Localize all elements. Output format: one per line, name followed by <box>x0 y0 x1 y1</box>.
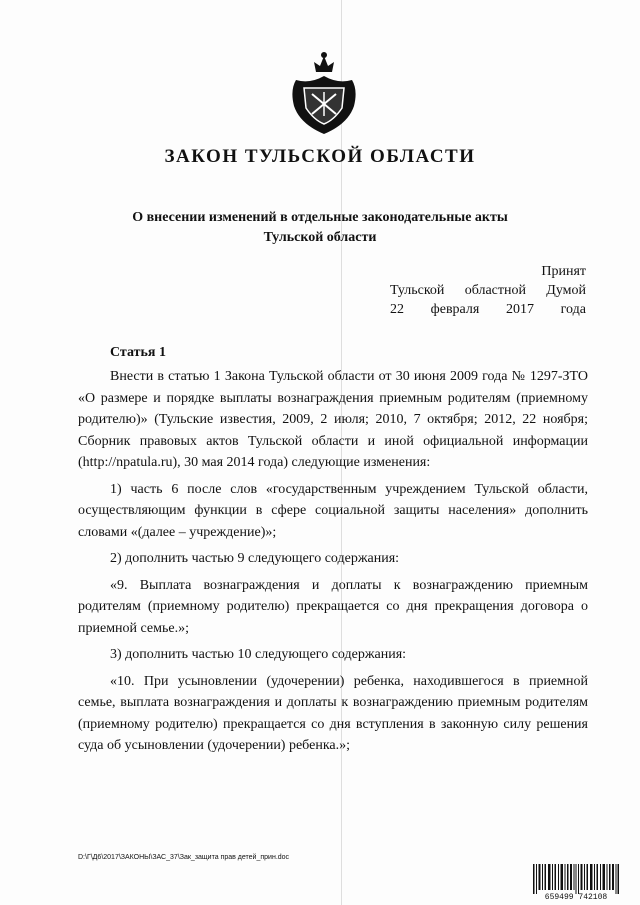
law-title: ЗАКОН ТУЛЬСКОЙ ОБЛАСТИ <box>164 146 476 167</box>
paragraph: Внести в статью 1 Закона Тульской области от 30 июня 2009 года № 1297-ЗТО «О размере и порядке выплаты вознаграждения приемным родителям (приемному родителю)» (Тульские известия, 2009, 2 июля; 2010, 7 октября; 2012, 22 ноября; Сборник правовых актов Тульской области и иной официальной информации (http://npatula.ru), 30 мая 2014 года) следующие изменения: <box>78 369 588 470</box>
paragraph: «10. При усыновлении (удочерении) ребенка, находившегося в приемной семье, выплата вознаграждения и доплаты к вознаграждению приемным родителям (приемному родителю) прекращается со дня вступления в законную силу решения суда об усыновлении (удочерении) ребенка.»; <box>78 673 588 753</box>
paragraph: 2) дополнить частью 9 следующего содержания: <box>110 551 400 566</box>
adoption-block <box>390 262 586 319</box>
paragraph: 1) часть 6 после слов «государственным учреждением Тульской области, осуществляющим функции в сфере социальной защиты населения» дополнить словами «(далее – учреждение)»; <box>78 481 588 540</box>
adopted-by-line: Тульской областной Думой <box>390 283 586 298</box>
law-subtitle: О внесении изменений в отдельные законодательные акты Тульской области <box>132 210 508 245</box>
article-body <box>78 366 588 762</box>
barcode-number: 659499 742108 <box>544 893 608 902</box>
article-heading: Статья 1 <box>110 345 166 360</box>
adopted-label: Принят <box>541 264 586 279</box>
file-path: D:\Г\Д6\2017\ЗАКОНЫ\ЗАС_37\Зак_защита прав детей_прин.doc <box>78 854 290 861</box>
adopted-date-line: 22 февраля 2017 года <box>390 302 586 317</box>
paragraph: «9. Выплата вознаграждения и доплаты к вознаграждению приемным родителям (приемному родителю) прекращается со дня прекращения договора о приемной семье.»; <box>78 577 588 636</box>
barcode <box>533 862 619 896</box>
tula-coat-of-arms-icon <box>290 50 358 136</box>
paragraph: 3) дополнить частью 10 следующего содержания: <box>110 647 407 662</box>
